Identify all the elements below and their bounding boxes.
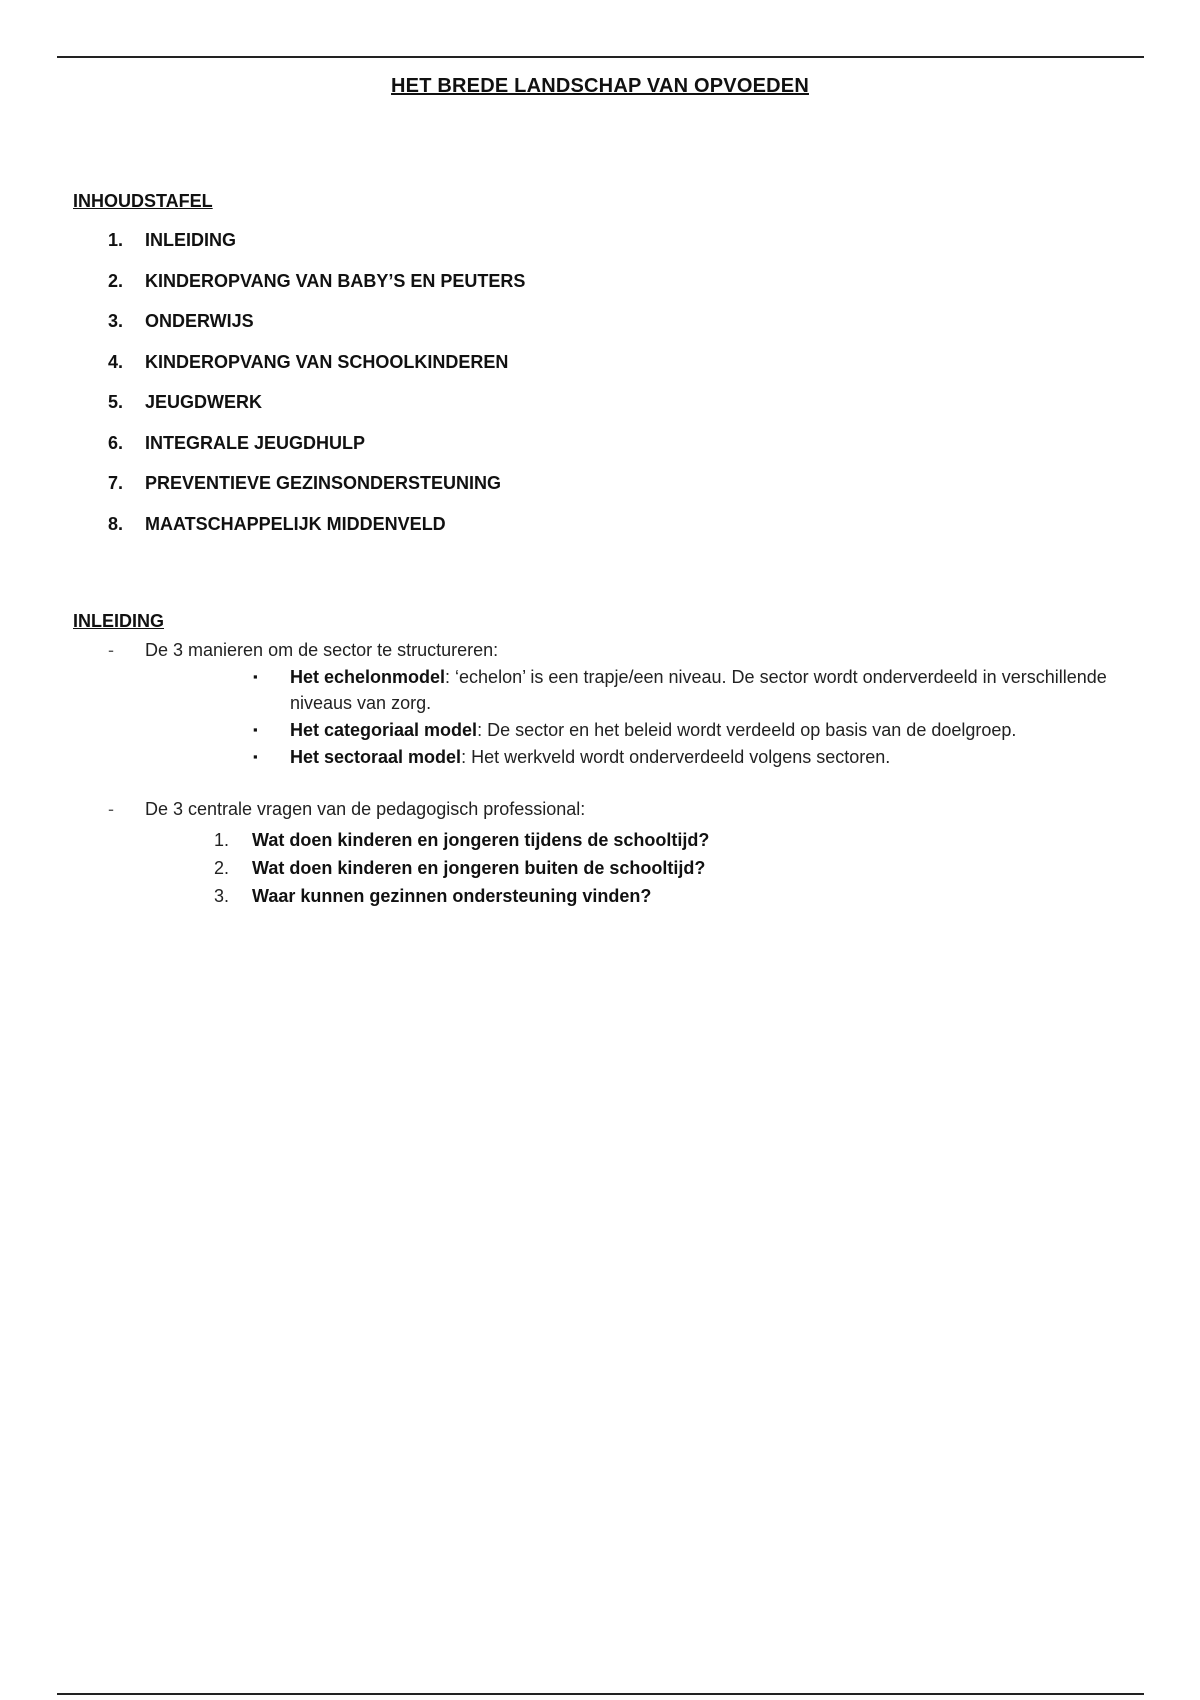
question-text: Wat doen kinderen en jongeren buiten de schooltijd? <box>252 858 706 878</box>
model-item <box>253 744 1113 770</box>
question-list <box>214 826 709 910</box>
square-bullet-icon: ▪ <box>253 722 258 737</box>
model-text <box>290 664 1113 716</box>
toc-item <box>108 473 525 514</box>
toc-item-label: MAATSCHAPPELIJK MIDDENVELD <box>145 513 446 534</box>
toc-item <box>108 392 525 433</box>
model-description: : Het werkveld wordt onderverdeeld volgens sectoren. <box>461 747 891 767</box>
model-term: Het sectoraal model <box>290 747 462 767</box>
toc-item <box>108 271 525 312</box>
question-item <box>214 882 709 910</box>
model-text <box>290 717 1113 743</box>
toc-item-number: 3. <box>108 311 124 331</box>
intro-heading: INLEIDING <box>73 611 165 631</box>
toc-item-label: PREVENTIEVE GEZINSONDERSTEUNING <box>145 473 502 493</box>
document-title: HET BREDE LANDSCHAP VAN OPVOEDEN <box>391 75 809 97</box>
intro-point-text: De 3 manieren om de sector te structureren: <box>145 640 499 660</box>
question-item <box>214 854 709 882</box>
toc-item-number: 7. <box>108 473 124 493</box>
question-number: 2. <box>214 858 230 878</box>
toc-item <box>108 311 525 352</box>
model-description: : ‘echelon’ is een trapje/een niveau. De sector wordt onderverdeeld in verschillende niveaus van zorg. <box>290 667 1107 713</box>
question-number: 1. <box>214 830 230 850</box>
toc-item-label: KINDEROPVANG VAN SCHOOLKINDEREN <box>145 351 509 372</box>
model-term: Het echelonmodel <box>290 667 446 687</box>
toc-item <box>108 514 525 555</box>
model-list <box>253 664 1113 771</box>
toc-item-label: JEUGDWERK <box>145 392 263 412</box>
toc-item-number: 6. <box>108 432 124 453</box>
question-text: Waar kunnen gezinnen ondersteuning vinden? <box>252 886 652 906</box>
intro-point <box>108 640 498 661</box>
top-rule <box>57 56 1144 58</box>
model-item <box>253 717 1113 743</box>
model-term: Het categoriaal model <box>290 720 478 740</box>
toc-item-label: ONDERWIJS <box>145 311 254 331</box>
toc-item-number: 1. <box>108 230 124 250</box>
toc-item <box>108 230 525 271</box>
toc-heading: INHOUDSTAFEL <box>73 191 213 211</box>
toc-list <box>108 230 525 554</box>
toc-item <box>108 352 525 393</box>
bottom-rule <box>57 1693 1144 1695</box>
toc-item-label: KINDEROPVANG VAN BABY’S EN PEUTERS <box>145 270 526 291</box>
square-bullet-icon: ▪ <box>253 669 258 684</box>
toc-item-number: 8. <box>108 513 124 534</box>
dash-marker: - <box>108 640 114 660</box>
toc-item-number: 4. <box>108 351 124 372</box>
dash-marker: - <box>108 799 114 819</box>
model-text <box>290 744 1113 770</box>
intro-point-text: De 3 centrale vragen van de pedagogisch professional: <box>145 799 586 819</box>
toc-item-label: INTEGRALE JEUGDHULP <box>145 432 366 453</box>
toc-item <box>108 433 525 474</box>
toc-item-number: 2. <box>108 270 124 291</box>
question-text: Wat doen kinderen en jongeren tijdens de schooltijd? <box>252 830 710 850</box>
question-item <box>214 826 709 854</box>
square-bullet-icon: ▪ <box>253 749 258 764</box>
toc-item-number: 5. <box>108 392 124 412</box>
question-number: 3. <box>214 886 230 906</box>
intro-point <box>108 799 585 820</box>
model-description: : De sector en het beleid wordt verdeeld op basis van de doelgroep. <box>477 720 1017 740</box>
toc-item-label: INLEIDING <box>145 230 237 250</box>
model-item <box>253 664 1113 716</box>
